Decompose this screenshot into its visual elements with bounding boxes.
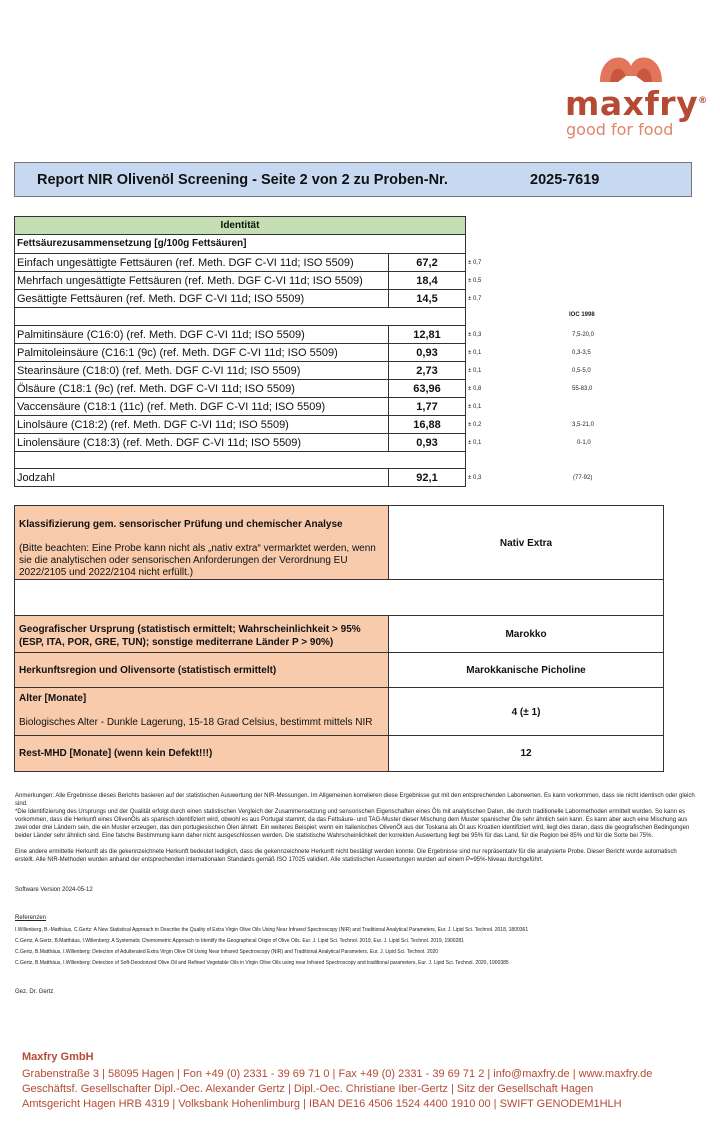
fatty-acid-section-title: Fettsäurezusammensetzung [g/100g Fettsäuren]	[14, 235, 466, 254]
reference-item: C.Gertz, B.Matthäus, I.Willenberg: Detection of Soft-Deodorized Olive Oil and Refined Vegetable Oils in Virgin Olive Oils using near Infrared Spectroscopy and traditional parameters, Eur. J. Lipid Sci. Technol. 2020, 1900385	[15, 960, 509, 966]
ioc-heading: IOC 1998	[569, 312, 595, 318]
fa-tolerance: ± 0,1	[468, 350, 482, 356]
fa-tolerance: ± 0,8	[468, 386, 482, 392]
reference-item: C.Gertz, A.Gertz, B.Matthäus, I.Willenberg: A Systematic Chemometric Approach to Identify the Geographical Origin of Olive Oils. Eur. J. Lipid Sci. Technol. 2019, Eur. J. Lipid Sci. Technol. 2019, 1900281	[15, 938, 464, 944]
fa-tolerance: ± 0,3	[468, 332, 482, 338]
fa-tolerance: ± 0,7	[468, 296, 482, 302]
fa-label: Mehrfach ungesättigte Fettsäuren (ref. Meth. DGF C-VI 11d; ISO 5509)	[14, 272, 388, 290]
fa-tolerance: ± 0,2	[468, 422, 482, 428]
fa-label: Stearinsäure (C18:0) (ref. Meth. DGF C-VI 11d; ISO 5509)	[14, 362, 388, 380]
shelf-life-title: Rest-MHD [Monate] (wenn kein Defekt!!!)	[19, 748, 213, 759]
fa-tolerance: ± 0,5	[468, 278, 482, 284]
origin-value: Marokko	[388, 616, 664, 653]
sample-id: 2025-7619	[530, 172, 600, 188]
reference-item: C.Gertz, B.Matthäus, I.Willenberg: Detection of Adulterated Extra Virgin Olive Oil Using Near Infrared Spectroscopy (NIR) and Traditional Analytical Parameters, Eur. J. Lipid Sci. Technol. 2020	[15, 949, 439, 955]
fa-value: 18,4	[388, 272, 466, 290]
footer-line-1: Grabenstraße 3 | 58095 Hagen | Fon +49 (0) 2331 - 39 69 71 0 | Fax +49 (0) 2331 - 39 69 71 2 | info@maxfry.de | www.maxfry.de	[22, 1068, 653, 1080]
note-paragraph-1: Anmerkungen: Alle Ergebnisse dieses Berichts basieren auf der statistischen Auswertung der NIR-Messungen. Im Allgemeinen korrelieren diese Ergebnisse gut mit den entsprechenden Laborwerten. Es kann vorkommen, dass sie nicht identisch oder gleich sind.	[15, 793, 695, 807]
spacer-row	[14, 308, 466, 326]
classification-label-cell	[14, 505, 389, 580]
software-version: Software Version 2024-05-12	[15, 887, 93, 893]
fa-label: Linolsäure (C18:2) (ref. Meth. DGF C-VI 11d; ISO 5509)	[14, 416, 388, 434]
note-paragraph-3: Eine andere ermittelte Herkunft als die gekennzeichnete Herkunft bedeutet lediglich, dass die gekennzeichnete Herkunft nicht bestätigt werden konnte. Die Ergebnisse sind nur repräsentativ für die analysierte Probe. Dieser Bericht wurde automatisch erstellt. Alle NIR-Methoden wurden anhand der entsprechenden internationalen Standards gemäß ISO 17025 validiert. Alle statistischen Auswertungen wurden auf einem P=95%-Niveau durchgeführt.	[15, 849, 677, 863]
classification-note: (Bitte beachten: Eine Probe kann nicht als „nativ extra“ vermarktet werden, wenn sie die analytischen oder sensorischen Anforderungen der Verordnung EU 2022/2105 und 2022/2104 nicht erfüllt.)	[19, 543, 376, 578]
fa-label: Vaccensäure (C18:1 (11c) (ref. Meth. DGF C-VI 11d; ISO 5509)	[14, 398, 388, 416]
shelf-life-value: 12	[388, 736, 664, 772]
fa-label: Einfach ungesättigte Fettsäuren (ref. Meth. DGF C-VI 11d; ISO 5509)	[14, 254, 388, 272]
fa-value: 0,93	[388, 344, 466, 362]
fa-label: Palmitoleinsäure (C16:1 (9c) (ref. Meth. DGF C-VI 11d; ISO 5509)	[14, 344, 388, 362]
fa-value: 2,73	[388, 362, 466, 380]
age-value: 4 (± 1)	[388, 688, 664, 736]
fa-tolerance: ± 0,1	[468, 404, 482, 410]
classification-title: Klassifizierung gem. sensorischer Prüfung und chemischer Analyse	[19, 519, 343, 530]
shelf-life-label-cell	[14, 736, 389, 772]
fa-value: 14,5	[388, 290, 466, 308]
fa-value: 1,77	[388, 398, 466, 416]
ioc-range: 55-83,0	[572, 386, 593, 392]
region-value: Marokkanische Picholine	[388, 653, 664, 688]
fa-value: 0,93	[388, 434, 466, 452]
references-heading: Referenzen	[15, 915, 47, 921]
fa-value: 16,88	[388, 416, 466, 434]
logo-tagline: good for food	[566, 120, 674, 139]
spacer-row	[14, 452, 466, 469]
region-label-cell	[14, 653, 389, 688]
age-note: Biologisches Alter - Dunkle Lagerung, 15-18 Grad Celsius, bestimmt mittels NIR	[19, 717, 373, 728]
footer-company-name: Maxfry GmbH	[22, 1051, 94, 1063]
age-label-cell	[14, 688, 389, 736]
jodzahl-tolerance: ± 0,3	[468, 475, 482, 481]
fa-label: Gesättigte Fettsäuren (ref. Meth. DGF C-VI 11d; ISO 5509)	[14, 290, 388, 308]
ioc-range: 7,5-20,0	[572, 332, 595, 338]
report-title: Report NIR Olivenöl Screening - Seite 2 von 2 zu Proben-Nr.	[37, 172, 448, 188]
region-title: Herkunftsregion und Olivensorte (statistisch ermittelt)	[19, 665, 277, 676]
fa-value: 12,81	[388, 326, 466, 344]
origin-title: Geografischer Ursprung (statistisch ermittelt; Wahrscheinlichkeit > 95% (ESP, ITA, POR, GRE, TUN); sonstige mediterrane Länder P > 90%)	[19, 624, 361, 648]
fa-value: 63,96	[388, 380, 466, 398]
identity-heading: Identität	[14, 216, 466, 235]
jodzahl-value: 92,1	[388, 469, 466, 487]
ioc-range: 0,3-3,5	[572, 350, 591, 356]
fa-tolerance: ± 0,7	[468, 260, 482, 266]
maxfry-logo-icon	[596, 44, 666, 84]
fa-tolerance: ± 0,1	[468, 440, 482, 446]
ioc-range: 3,5-21,0	[572, 422, 595, 428]
ioc-range: 0-1,0	[577, 440, 591, 446]
age-title: Alter [Monate]	[19, 693, 87, 704]
reference-item: I.Willenberg, B.-Matthäus, C.Gertz: A New Statistical Approach to Describe the Quality of Extra Virgin Olive Oils Using Near Infrared Spectroscopy (NIR) and Traditional Analytical Parameters, Eur. J. Lipid Sci. Technol. 2018, 1800361	[15, 927, 529, 933]
fa-label: Palmitinsäure (C16:0) (ref. Meth. DGF C-VI 11d; ISO 5509)	[14, 326, 388, 344]
fa-tolerance: ± 0,1	[468, 368, 482, 374]
fa-value: 67,2	[388, 254, 466, 272]
footer-line-2: Geschäftsf. Gesellschafter Dipl.-Oec. Alexander Gertz | Dipl.-Oec. Christiane Iber-Gertz | Sitz der Gesellschaft Hagen	[22, 1083, 594, 1095]
fa-label: Ölsäure (C18:1 (9c) (ref. Meth. DGF C-VI 11d; ISO 5509)	[14, 380, 388, 398]
ioc-range: 0,5-5,0	[572, 368, 591, 374]
jodzahl-label: Jodzahl	[14, 469, 388, 487]
classification-value: Nativ Extra	[388, 505, 664, 580]
classification-spacer-row	[14, 580, 664, 616]
origin-label-cell	[14, 616, 389, 653]
logo-wordmark: maxfry®	[565, 84, 708, 123]
signature: Gez. Dr. Gertz	[15, 989, 54, 995]
note-paragraph-2: *Die Identifizierung des Ursprungs und der Qualität erfolgt durch einen statistischen Vergleich der Zusammensetzung und sensorischen Eigenschaften eines Öls mit analytischen Daten, die durch traditionelle Labormethoden ermittelt wurden. So kann es vorkommen, dass die Herkunft eines OlivenÖls als spanisch identifiziert wird, obwohl es aus Portugal stammt, da das Fettsäure- und TAG-Muster dieser Mischung dem Muster spanischer Öle sehr ähnlich sein kann. Es kann aber auch eine Mischung aus zwei oder drei Ländern sein, die ein Muster erzeugen, das den portugiesischen Ölen ähnelt. Ein weiteres Beispiel: wenn ein italienisches OlivenÖl aus der Toskana als Öl aus Kroatien identifiziert wird, liegt dies daran, dass die geografischen Bedingungen beider Länder sehr ähnlich sind. Eine falsche Bestimmung kann daher nicht ausgeschlossen werden. Die statistische Wahrscheinlichkeit der korrekten Auswertung liegt bei 95% für das Land, für die Region bei 85% und für die Sorte bei 75%.	[15, 809, 690, 839]
jodzahl-ioc: (77-92)	[573, 475, 593, 481]
footer-line-3: Amtsgericht Hagen HRB 4319 | Volksbank Hohenlimburg | IBAN DE16 4506 1524 4400 1910 00 | SWIFT GENODEM1HLH	[22, 1098, 622, 1110]
fa-label: Linolensäure (C18:3) (ref. Meth. DGF C-VI 11d; ISO 5509)	[14, 434, 388, 452]
